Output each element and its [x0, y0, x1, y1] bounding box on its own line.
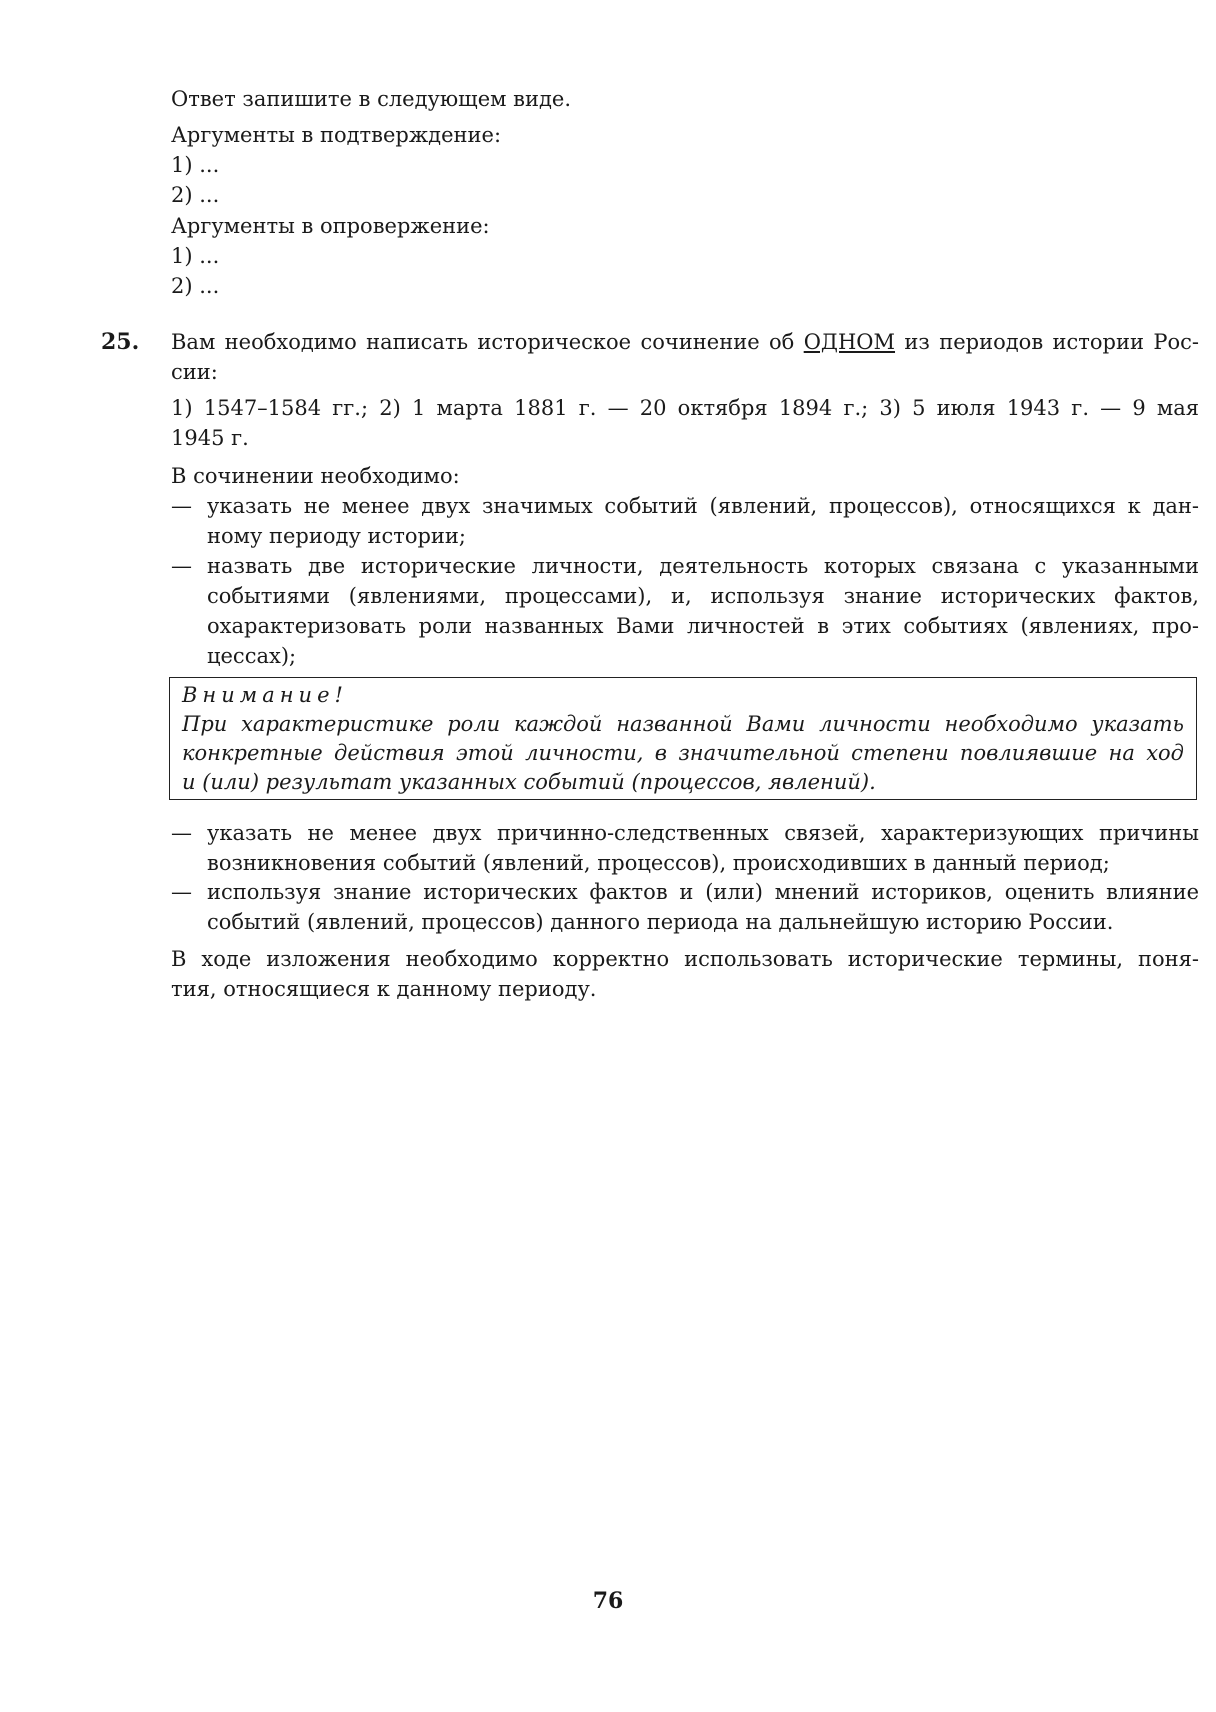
prompt-emphasis: ОДНОМ: [803, 330, 896, 354]
refute-item-2: 2) ...: [171, 274, 220, 298]
confirm-item-2: 2) ...: [171, 183, 220, 207]
req3-line-2: возникновения событий (явлений, процессов), происходивших в данный период;: [207, 851, 1110, 875]
attention-line-1: При характеристике роли каждой названной Вами личности необходимо указать: [182, 712, 1184, 736]
confirm-item-1: 1) ...: [171, 153, 220, 177]
req2-line-2: событиями (явлениями, процессами), и, используя знание исторических фактов,: [207, 584, 1199, 608]
task-prompt: [171, 327, 1199, 387]
req1-line-1: указать не менее двух значимых событий (явлений, процессов), относящихся к дан-: [207, 494, 1199, 518]
dash-marker: —: [171, 554, 192, 578]
periods-line-2: 1945 г.: [171, 426, 249, 450]
dash-marker: —: [171, 494, 192, 518]
req2-line-1: назвать две исторические личности, деятельность которых связана с указанными: [207, 554, 1199, 578]
attention-title: Внимание!: [182, 683, 348, 707]
prompt-text-a: Вам необходимо написать историческое сочинение об: [171, 330, 804, 354]
req1-line-2: ному периоду истории;: [207, 524, 467, 548]
requirement-2: [171, 551, 1199, 671]
attention-box: [169, 677, 1197, 800]
prompt-text-b: из периодов истории Рос-: [895, 330, 1199, 354]
req3-line-1: указать не менее двух причинно-следственных связей, характеризующих причины: [207, 821, 1199, 845]
attention-line-3: и (или) результат указанных событий (процессов, явлений).: [182, 770, 876, 794]
page-number: 76: [592, 1588, 624, 1614]
requirement-4: [171, 877, 1199, 937]
refute-heading: Аргументы в опровержение:: [171, 214, 490, 238]
closing-line-2: тия, относящиеся к данному периоду.: [171, 977, 597, 1001]
task-prompt-line-2: сии:: [171, 360, 218, 384]
answer-format-intro: Ответ запишите в следующем виде.: [171, 87, 571, 111]
requirement-3: [171, 818, 1199, 878]
req4-line-2: событий (явлений, процессов) данного периода на дальнейшую историю России.: [207, 910, 1114, 934]
task-number: 25.: [101, 329, 140, 355]
closing-line-1: В ходе изложения необходимо корректно использовать исторические термины, поня-: [171, 947, 1199, 971]
requirements-heading: В сочинении необходимо:: [171, 464, 460, 488]
closing-paragraph: [171, 944, 1199, 1004]
attention-line-2: конкретные действия этой личности, в значительной степени повлиявшие на ход: [182, 741, 1184, 765]
periods-line-1: 1) 1547–1584 гг.; 2) 1 марта 1881 г. — 20 октября 1894 г.; 3) 5 июля 1943 г. — 9 мая: [171, 396, 1199, 420]
refute-item-1: 1) ...: [171, 244, 220, 268]
requirement-1: [171, 491, 1199, 551]
task-periods: [171, 393, 1199, 453]
dash-marker: —: [171, 821, 192, 845]
task-prompt-line-1: [171, 327, 1199, 357]
confirm-heading: Аргументы в подтверждение:: [171, 123, 502, 147]
req4-line-1: используя знание исторических фактов и (или) мнений историков, оценить влияние: [207, 880, 1199, 904]
req2-line-3: охарактеризовать роли названных Вами личностей в этих событиях (явлениях, про-: [207, 614, 1199, 638]
dash-marker: —: [171, 880, 192, 904]
req2-line-4: цессах);: [207, 644, 297, 668]
